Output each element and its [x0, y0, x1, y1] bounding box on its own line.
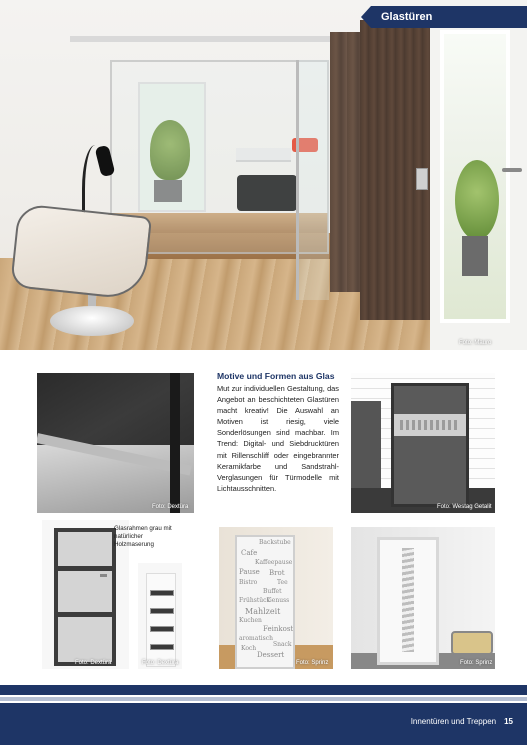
door-grey-leaf	[54, 528, 116, 666]
hero-photo-credit: Foto: Mauro	[459, 340, 492, 346]
door-word: Dessert	[257, 651, 285, 659]
door-word: Snack	[273, 641, 292, 648]
page-number: 15	[504, 717, 513, 726]
door-word: Brot	[269, 569, 285, 577]
hero-door-handle	[502, 168, 522, 172]
hero-photo	[0, 0, 527, 350]
door-skyline-credit: Foto: Westag Getalit	[437, 504, 492, 510]
door-slots-credit: Foto: Dextüra	[142, 660, 179, 666]
door-grey-handle	[100, 574, 107, 577]
door-slots-photo	[138, 563, 182, 669]
door-deco-chair	[451, 631, 493, 655]
door-slots-leaf	[146, 573, 176, 667]
door-slot	[150, 608, 174, 614]
hero-garden-plant	[455, 160, 499, 240]
door-word: Mahlzeit	[245, 607, 281, 616]
door-word: Buffet	[263, 588, 282, 595]
hero-light-switch	[416, 168, 428, 190]
glass-closeup-credit: Foto: Dextüra	[152, 504, 189, 510]
hero-glass-ceiling-rail	[70, 36, 360, 42]
door-word: Kuchen	[239, 617, 262, 624]
hero-lounge-chair	[10, 203, 152, 301]
door-word: Cafe	[241, 549, 258, 557]
door-words-photo	[219, 527, 333, 669]
door-words-credit: Foto: Sprinz	[296, 660, 329, 666]
glass-closeup-frame	[170, 373, 180, 513]
article-heading: Motive und Formen aus Glas	[217, 371, 335, 381]
door-grey-caption: Glasrahmen grau mit natürlicher Holzmaserung	[114, 525, 172, 548]
door-deco-glass-strip	[402, 548, 414, 652]
footer-title: Innentüren und Treppen	[410, 717, 497, 726]
door-word: Koch	[241, 645, 257, 652]
door-skyline-motif	[400, 420, 460, 430]
door-skyline-photo	[351, 373, 495, 513]
door-slot	[150, 590, 174, 596]
door-deco-photo	[351, 527, 495, 669]
door-grey-bar	[58, 612, 112, 617]
door-grey-bar	[58, 566, 112, 571]
glass-closeup-photo	[37, 373, 194, 513]
door-word: Feinkost	[263, 625, 294, 633]
door-word: Genuss	[267, 597, 290, 604]
hero-chair-base	[50, 306, 134, 336]
door-word: Bistro	[239, 579, 258, 586]
door-words-leaf	[235, 535, 295, 669]
door-word: Pause	[239, 568, 260, 576]
door-grey-credit: Foto: Dextüra	[75, 660, 112, 666]
hero-garden-pot	[462, 236, 488, 276]
door-skyline-side-door	[351, 401, 381, 491]
footer-label	[411, 717, 513, 726]
footer-stripe	[0, 685, 527, 695]
door-word: Tee	[277, 579, 288, 586]
section-tag: Glastüren	[371, 6, 527, 28]
door-deco-credit: Foto: Sprinz	[460, 660, 493, 666]
door-skyline-leaf	[391, 383, 469, 507]
door-deco-leaf	[377, 537, 439, 665]
hero-glass-door	[296, 60, 329, 300]
article-body: Mut zur individuellen Gestaltung, das Angebot an beschichteten Glastüren macht kreativ! Die Auswahl an Motiven ist riesig, viele Sonderlösungen sind machbar. Im Trend: Digital- und Siebdrucktüren mit Rillenschliff oder eingebrannter Keramikfarbe und Sandstrahl-Verglasungen für Türmodelle mit Lichtausschnitten.	[217, 384, 339, 493]
door-slot	[150, 644, 174, 650]
footer-stripe-light	[0, 697, 527, 701]
door-word: Backstube	[259, 539, 291, 546]
door-slot	[150, 626, 174, 632]
door-word: Kaffeepause	[255, 559, 293, 566]
door-word: aromatisch	[239, 635, 273, 642]
door-word: Frühstück	[239, 597, 271, 604]
